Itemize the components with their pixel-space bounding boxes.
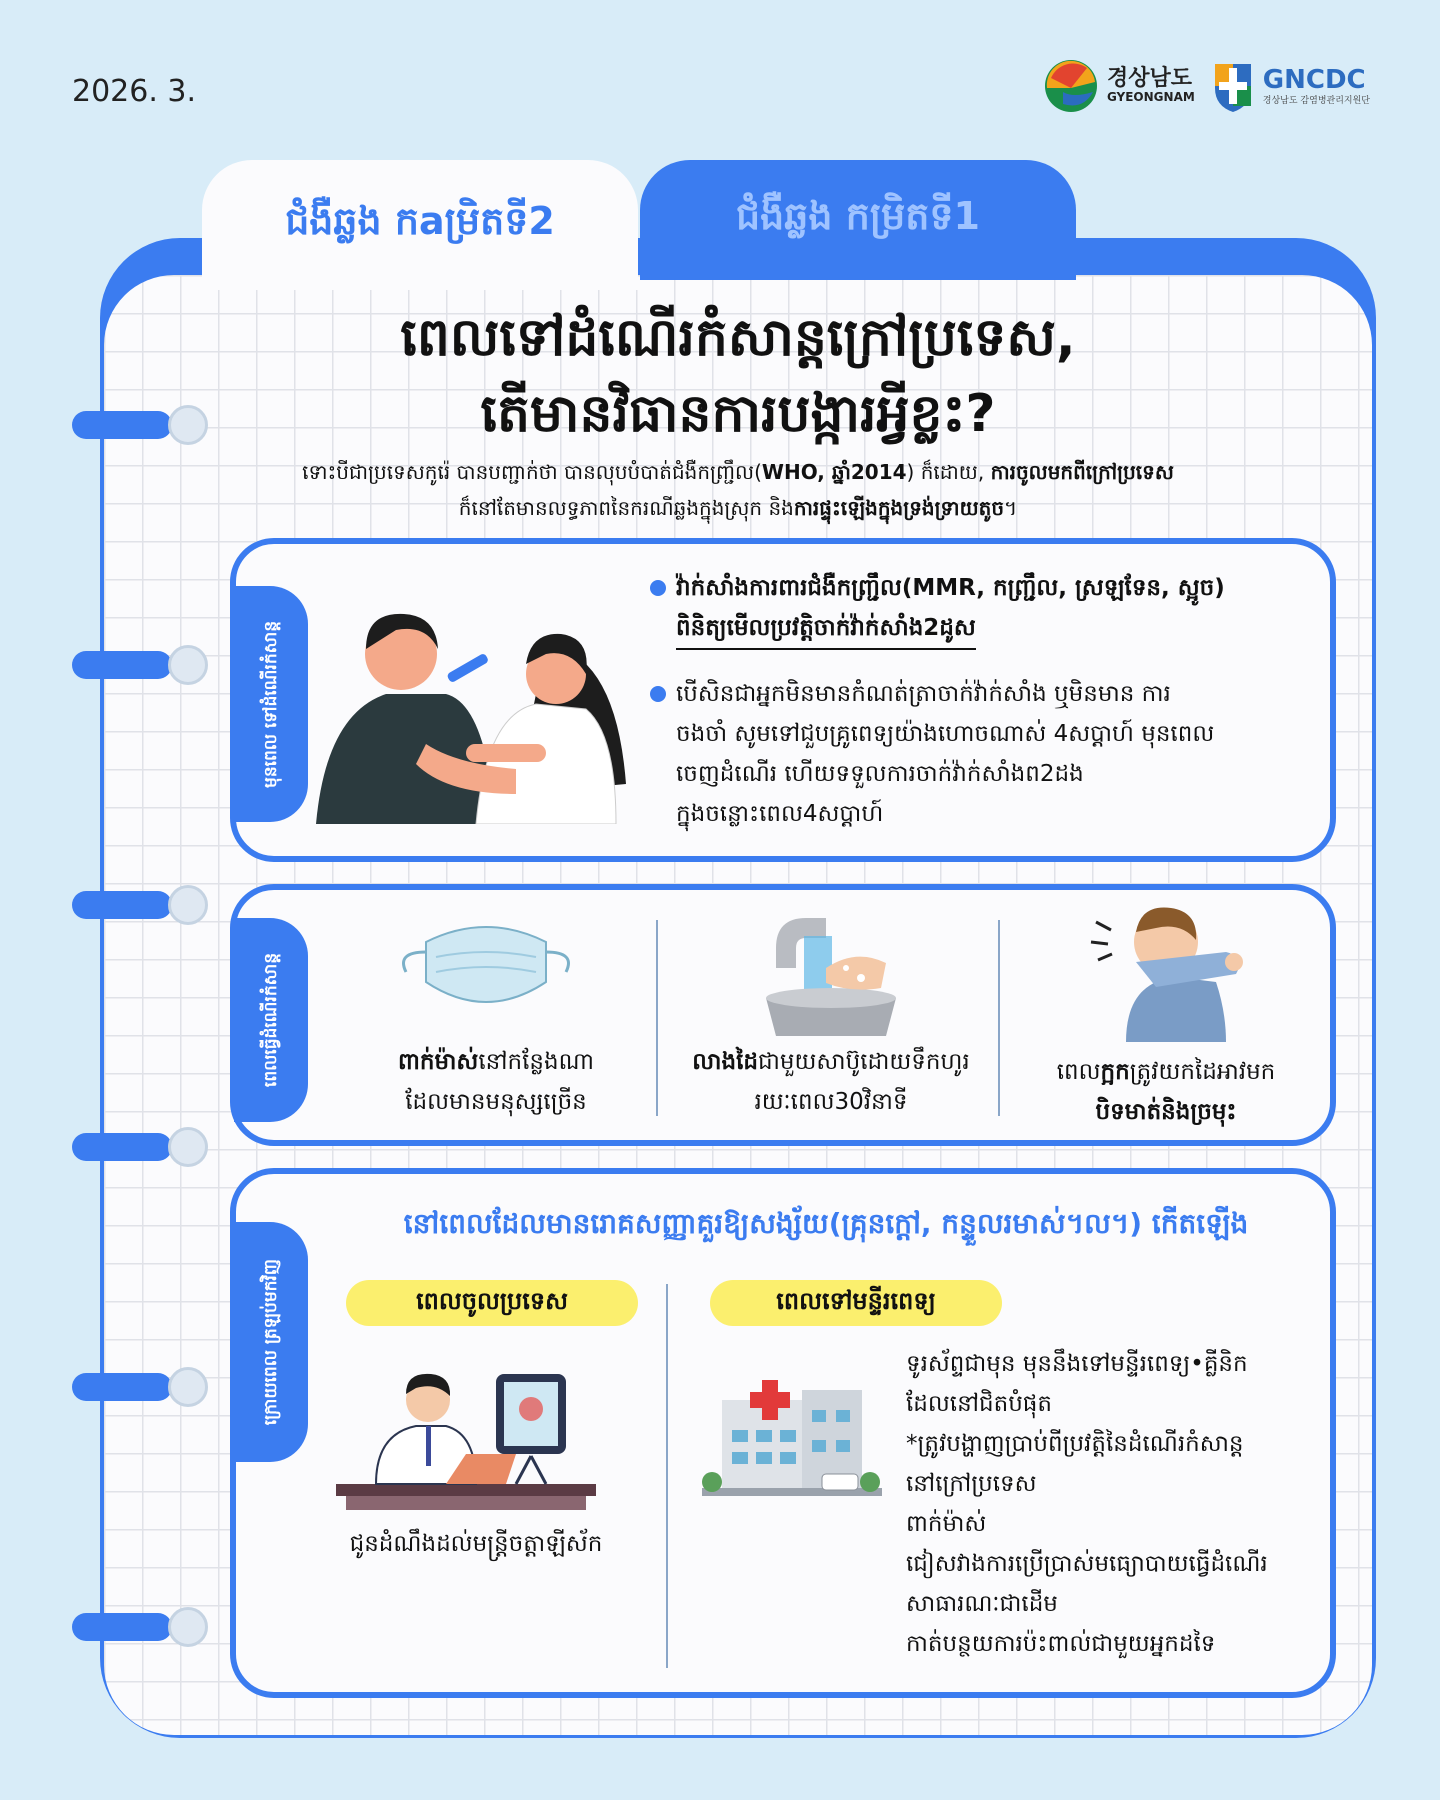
cough-tip-pre: ពេល (1056, 1059, 1101, 1085)
cough-tip-text (1006, 1052, 1326, 1132)
gncdc-logo (1211, 58, 1370, 114)
binder-ring (72, 888, 202, 922)
gncdc-cross-icon (1211, 58, 1255, 114)
intro-part-4: ។ (1004, 496, 1018, 520)
after-return-card (230, 1168, 1336, 1698)
title-line-2: តើមានវិធានការបង្ការអ្វីខ្លះ? (480, 384, 996, 444)
hospital-line: កាត់បន្ថយការប៉ះពាល់ជាមួយអ្នកដទៃ (906, 1631, 1216, 1657)
mask-icon (396, 922, 576, 1012)
vaccination-advice-bullet (676, 674, 1276, 834)
gyeongnam-logo-text: 경상남도 (1106, 66, 1192, 91)
intro-part-1: ទោះបីជាប្រទេសកូរ៉េ បានបញ្ជាក់ថា បានលុបបំបាត់ជំងឺកញ្ជ្រឹល( (302, 460, 762, 484)
intro-bold-1: ការចូលមកពីក្រៅប្រទេស (990, 460, 1174, 484)
handwash-tip-line-2: រយៈពេល30វិនាទី (754, 1089, 908, 1115)
intro-who: WHO, ឆ្នាំ2014 (761, 460, 907, 484)
during-travel-card (230, 884, 1336, 1146)
intro-bold-2: ការផ្ទុះឡើងក្នុងទ្រង់ទ្រាយតូច (793, 496, 1005, 520)
hospital-line: *ត្រូវបង្ហាញប្រាប់ពីប្រវត្តិនៃដំណើរកំសាន្ត (906, 1431, 1244, 1457)
visiting-hospital-pill: ពេលទៅមន្ទីរពេទ្យ (710, 1280, 1002, 1326)
publish-date: 2026. 3. (72, 74, 197, 109)
intro-text (150, 454, 1326, 526)
hospital-line: នៅក្រៅប្រទេស (906, 1471, 1037, 1497)
notify-quarantine-officer: ជូនដំណឹងដល់មន្ត្រីចត្តាឡីស័ក (349, 1531, 603, 1557)
advice-line-1: បើសិនជាអ្នកមិនមានកំណត់ត្រាចាក់វ៉ាក់សាំង ឬមិនមាន ការ (676, 681, 1171, 707)
before-travel-label: មុនពេល ទៅដំណើរកំសាន្ត (234, 586, 308, 822)
logos (1043, 58, 1370, 114)
title-line-1: ពេលទៅដំណើរកំសាន្តក្រៅប្រទេស, (400, 308, 1076, 368)
hospital-line: ពាក់ម៉ាស់ (906, 1511, 987, 1537)
during-travel-label: ពេលធ្វើដំណើរកំសាន្ត (234, 918, 308, 1122)
hospital-visit-instructions (906, 1344, 1316, 1664)
mask-tip-bold: ពាក់ម៉ាស់ (398, 1049, 479, 1075)
hospital-line: ដែលនៅជិតបំផុត (906, 1391, 1052, 1417)
mmr-vaccine-line-1: វ៉ាក់សាំងការពារជំងឺកញ្ជ្រឹល(MMR, កញ្ជ្រឹល, ស្រឡទែន, ស្អូច) (676, 575, 1225, 601)
advice-line-2: ចងចាំ សូមទៅជួបគ្រូពេទ្យយ៉ាងហោចណាស់ 4សប្តាហ៍ មុនពេល (676, 721, 1215, 747)
gncdc-logo-text: GNCDC (1262, 64, 1366, 95)
advice-line-3: ចេញដំណើរ ហើយទទួលការចាក់វ៉ាក់សាំងព2ដង (676, 761, 1084, 787)
quarantine-officer-illustration (336, 1364, 596, 1514)
intro-part-3: ក៏នៅតែមានលទ្ធភាពនៃករណីឆ្លងក្នុងស្រុក និង (458, 496, 794, 520)
hospital-icon (702, 1370, 882, 1500)
binder-ring (72, 408, 202, 442)
mask-tip-text (346, 1042, 646, 1122)
column-divider (666, 1284, 668, 1668)
gyeongnam-emblem-icon (1043, 58, 1099, 114)
handwash-tip-rest: ជាមួយសាប៊ូដោយទឹកហូរ (758, 1049, 970, 1075)
advice-line-4: ក្នុងចន្លោះពេល4សប្តាហ៍ (676, 801, 884, 827)
mask-tip-line-2: ដែលមានមនុស្សច្រើន (405, 1089, 587, 1115)
tab-level-2[interactable]: ជំងឺឆ្លង កaម្រិតទី2 (202, 160, 638, 290)
mmr-vaccine-line-2: ពិនិត្យមើលប្រវត្តិចាក់វ៉ាក់សាំង2ដូស (676, 608, 976, 650)
mask-tip-rest: នៅកន្លែងណា (478, 1049, 594, 1075)
on-entry-pill: ពេលចូលប្រទេស (346, 1280, 638, 1326)
binder-ring (72, 1130, 202, 1164)
handwash-icon (766, 908, 896, 1038)
handwash-tip-bold: លាងដៃ (692, 1049, 758, 1075)
mask-tip (346, 902, 646, 1132)
before-travel-card (230, 538, 1336, 862)
binder-ring (72, 1610, 202, 1644)
cough-tip (1006, 902, 1326, 1132)
hospital-line: សាធារណៈជាដើម (906, 1591, 1058, 1617)
symptoms-heading: នៅពេលដែលមានរោគសញ្ញាគួរឱ្យសង្ស័យ(គ្រុនក្តៅ, កន្ទួលរមាស់។ល។) កើតឡើង (403, 1207, 1249, 1240)
gncdc-logo-subtext: 경상남도 감염병관리지원단 (1262, 95, 1370, 106)
column-divider (998, 920, 1000, 1116)
vaccination-illustration (316, 594, 636, 824)
handwash-tip (666, 902, 996, 1132)
cough-etiquette-icon (1086, 902, 1256, 1042)
intro-part-2: ) ក៏ដោយ, (906, 460, 991, 484)
page-title (104, 300, 1372, 452)
hospital-line: ទូរស័ព្ទជាមុន មុននឹងទៅមន្ទីរពេទ្យ•គ្លីនិក (906, 1351, 1248, 1377)
cough-tip-bold: ក្អក (1100, 1059, 1130, 1085)
mmr-vaccine-bullet (676, 568, 1296, 650)
after-return-label: ក្រោយពេល ត្រឡប់មកវិញ (234, 1222, 308, 1462)
gyeongnam-logo (1043, 58, 1195, 114)
gyeongnam-logo-subtext: GYEONGNAM (1106, 90, 1195, 104)
bullet-dot (650, 580, 666, 596)
cough-tip-rest: ត្រូវយកដៃអាវមក (1129, 1059, 1276, 1085)
hospital-line: ជៀសវាងការប្រើប្រាស់មធ្យោបាយធ្វើដំណើរ (906, 1551, 1268, 1577)
cough-tip-line-2: បិទមាត់និងច្រមុះ (1095, 1099, 1237, 1125)
binder-ring (72, 1370, 202, 1404)
handwash-tip-text (666, 1042, 996, 1122)
binder-ring (72, 648, 202, 682)
tab-level-1[interactable]: ជំងឺឆ្លង កម្រិតទី1 (640, 160, 1076, 280)
bullet-dot (650, 686, 666, 702)
column-divider (656, 920, 658, 1116)
